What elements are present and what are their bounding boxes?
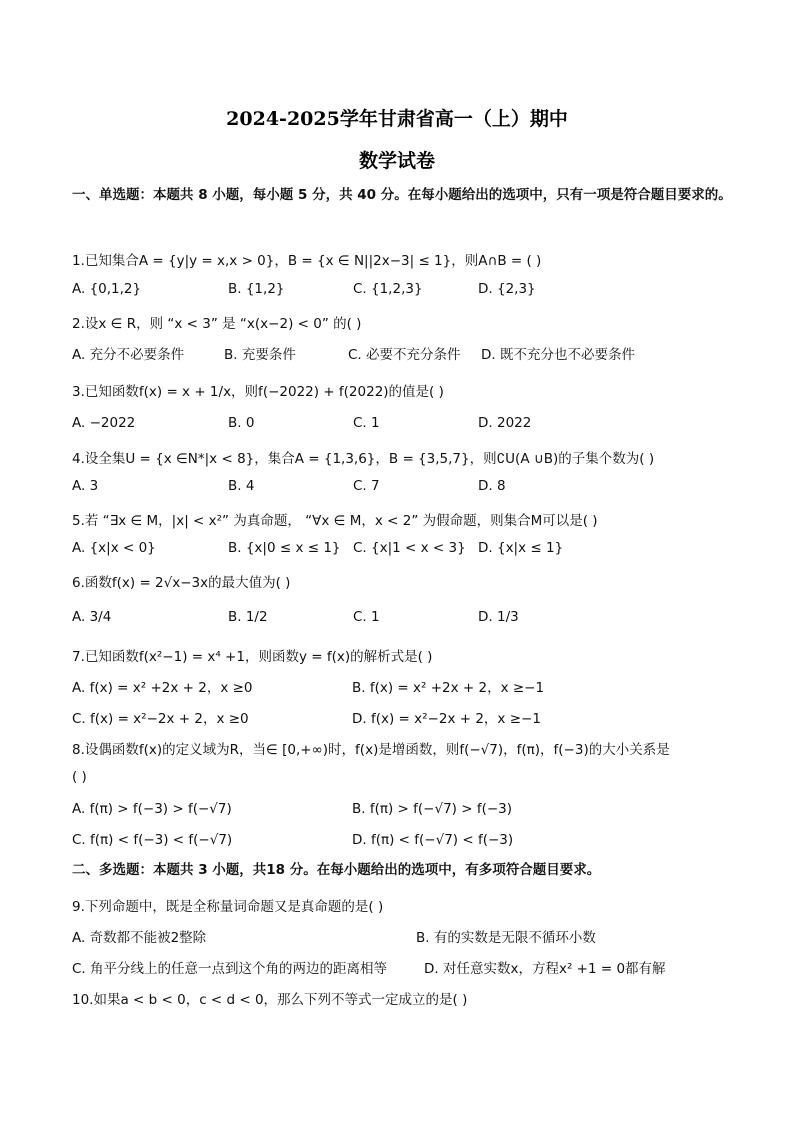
question-1-stem: 1.已知集合A = {y|y = x,x > 0}，B = {x ∈ N||2x−3| ≤ 1}，则A∩B = ( ) xyxy=(72,253,542,269)
q2-option-c: C. 必要不充分条件 xyxy=(348,347,461,363)
q2-option-d: D. 既不充分也不必要条件 xyxy=(481,347,635,363)
q6-option-d: D. 1/3 xyxy=(478,609,519,625)
question-10-stem: 10.如果a < b < 0，c < d < 0，那么下列不等式一定成立的是( ) xyxy=(72,992,468,1008)
question-4-stem: 4.设全集U = {x ∈N*|x < 8}，集合A = {1,3,6}，B = {3,5,7}，则∁U(A ∪B)的子集个数为( ) xyxy=(72,451,655,467)
q2-option-b: B. 充要条件 xyxy=(224,347,296,363)
question-1-options xyxy=(72,281,732,301)
question-3-stem: 3.已知函数f(x) = x + 1/x，则f(−2022) + f(2022)的值是( ) xyxy=(72,384,444,400)
question-5-options xyxy=(72,540,732,560)
q5-option-d: D. {x|x ≤ 1} xyxy=(478,540,564,556)
section-2-heading: 二、多选题：本题共 3 小题，共18 分。在每小题给出的选项中，有多项符合题目要求。 xyxy=(72,862,601,878)
question-6-stem: 6.函数f(x) = 2√x−3x的最大值为( ) xyxy=(72,575,291,591)
question-9-options-row2 xyxy=(72,957,732,977)
q7-option-b: B. f(x) = x² +2x + 2，x ≥−1 xyxy=(352,680,545,696)
q3-option-b: B. 0 xyxy=(228,415,255,431)
q5-option-b: B. {x|0 ≤ x ≤ 1} xyxy=(228,540,341,556)
q3-option-c: C. 1 xyxy=(353,415,380,431)
question-5-stem: 5.若 “∃x ∈ M，|x| < x²” 为真命题， “∀x ∈ M，x < 2” 为假命题，则集合M可以是( ) xyxy=(72,513,598,529)
q8-option-d: D. f(π) < f(−√7) < f(−3) xyxy=(352,832,514,848)
question-7-options-row2 xyxy=(72,707,732,727)
q9-option-b: B. 有的实数是无限不循环小数 xyxy=(416,930,596,946)
q1-option-b: B. {1,2} xyxy=(228,281,285,297)
q1-option-c: C. {1,2,3} xyxy=(353,281,423,297)
question-6-options xyxy=(72,609,732,629)
q9-option-d: D. 对任意实数x，方程x² +1 = 0都有解 xyxy=(424,961,666,977)
question-8-options-row1 xyxy=(72,801,732,821)
q3-option-d: D. 2022 xyxy=(478,415,532,431)
q6-option-a: A. 3/4 xyxy=(72,609,112,625)
question-9-stem: 9.下列命题中，既是全称量词命题又是真命题的是( ) xyxy=(72,899,384,915)
question-4-options xyxy=(72,478,732,498)
q7-option-a: A. f(x) = x² +2x + 2，x ≥0 xyxy=(72,680,253,696)
section-1-heading: 一、单选题：本题共 8 小题，每小题 5 分，共 40 分。在每小题给出的选项中，只有一项是符合题目要求的。 xyxy=(72,187,732,203)
question-2-options xyxy=(72,343,732,363)
q3-option-a: A. −2022 xyxy=(72,415,136,431)
q9-option-a: A. 奇数都不能被2整除 xyxy=(72,930,207,946)
q4-option-b: B. 4 xyxy=(228,478,255,494)
question-8-stem-continued: ( ) xyxy=(72,769,87,785)
q4-option-a: A. 3 xyxy=(72,478,99,494)
question-2-stem: 2.设x ∈ R，则 “x < 3” 是 “x(x−2) < 0” 的( ) xyxy=(72,316,362,332)
q7-option-d: D. f(x) = x²−2x + 2，x ≥−1 xyxy=(352,711,541,727)
q5-option-c: C. {x|1 < x < 3} xyxy=(353,540,466,556)
q6-option-c: C. 1 xyxy=(353,609,380,625)
q6-option-b: B. 1/2 xyxy=(228,609,268,625)
exam-subtitle: 数学试卷 xyxy=(358,150,435,172)
q1-option-d: D. {2,3} xyxy=(478,281,536,297)
q4-option-c: C. 7 xyxy=(353,478,380,494)
question-8-options-row2 xyxy=(72,832,732,852)
q8-option-a: A. f(π) > f(−3) > f(−√7) xyxy=(72,801,232,817)
q7-option-c: C. f(x) = x²−2x + 2，x ≥0 xyxy=(72,711,249,727)
q4-option-d: D. 8 xyxy=(478,478,506,494)
question-3-options xyxy=(72,415,732,435)
q8-option-c: C. f(π) < f(−3) < f(−√7) xyxy=(72,832,233,848)
q2-option-a: A. 充分不必要条件 xyxy=(72,347,185,363)
q9-option-c: C. 角平分线上的任意一点到这个角的两边的距离相等 xyxy=(72,961,388,977)
question-8-stem: 8.设偶函数f(x)的定义域为R，当∈ [0,+∞)时，f(x)是增函数，则f(−√7)，f(π)，f(−3)的大小关系是 xyxy=(72,742,670,758)
question-7-options-row1 xyxy=(72,676,732,696)
q5-option-a: A. {x|x < 0} xyxy=(72,540,156,556)
question-7-stem: 7.已知函数f(x²−1) = x⁴ +1，则函数y = f(x)的解析式是( ) xyxy=(72,649,433,665)
q1-option-a: A. {0,1,2} xyxy=(72,281,142,297)
question-9-options-row1 xyxy=(72,926,732,946)
q8-option-b: B. f(π) > f(−√7) > f(−3) xyxy=(352,801,513,817)
exam-title: 2024-2025学年甘肃省高一（上）期中 xyxy=(226,108,568,130)
